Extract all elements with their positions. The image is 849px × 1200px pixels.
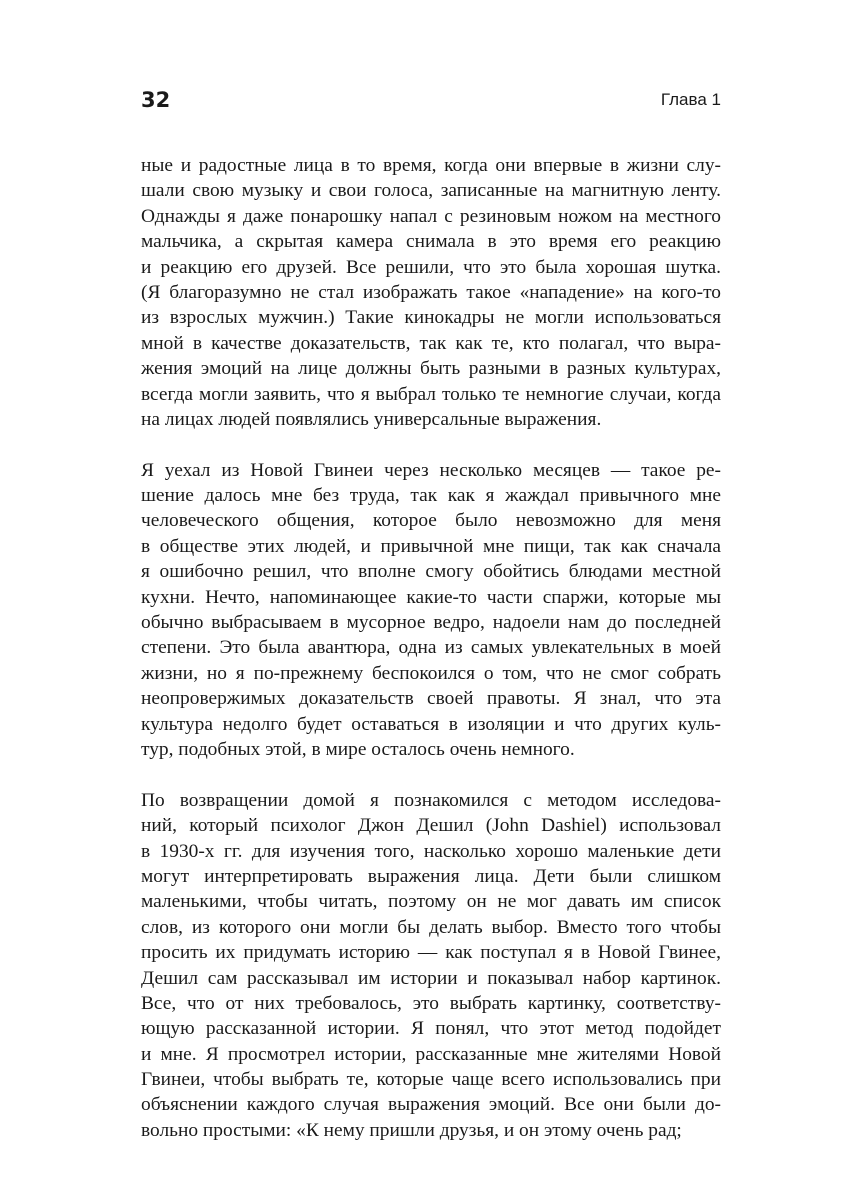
text-line: ющую рассказанной истории. Я понял, что этот метод подойдет xyxy=(141,1018,721,1040)
text-line: ные и радостные лица в то время, когда они впервые в жизни слу- xyxy=(141,155,721,176)
body-text xyxy=(141,153,721,1169)
paragraph xyxy=(141,458,721,763)
text-line: и реакцию его друзей. Все решили, что это была хорошая шутка. xyxy=(141,256,721,278)
text-line: жения эмоций на лице должны быть разными в разных культурах, xyxy=(141,358,721,380)
text-line: степени. Это была авантюра, одна из самых увлекательных в моей xyxy=(141,637,721,659)
text-line: Все, что от них требовалось, это выбрать картинку, соответству- xyxy=(141,992,721,1014)
text-line: и мне. Я просмотрел истории, рассказанные мне жителями Новой xyxy=(141,1043,721,1065)
text-line: слов, из которого они могли бы делать выбор. Вместо того чтобы xyxy=(141,916,721,938)
text-line: культура недолго будет оставаться в изоляции и что других куль- xyxy=(141,713,721,735)
text-line: По возвращении домой я познакомился с методом исследова- xyxy=(141,789,721,811)
page-header xyxy=(141,80,721,120)
text-line: шали свою музыку и свои голоса, записанные на магнитную ленту. xyxy=(141,180,721,202)
text-line: мальчика, а скрытая камера снимала в это время его реакцию xyxy=(141,231,721,253)
text-line: ний, который психолог Джон Дешил (John Dashiel) использовал xyxy=(141,815,721,837)
text-line: тур, подобных этой, в мире осталось очень немного. xyxy=(141,738,575,760)
text-line: Однажды я даже понарошку напал с резиновым ножом на местного xyxy=(141,205,721,227)
paragraph xyxy=(141,153,721,432)
text-line: кухни. Нечто, напоминающее какие-то части спаржи, которые мы xyxy=(141,586,721,608)
text-line: объяснении каждого случая выражения эмоций. Все они были до- xyxy=(141,1094,721,1116)
text-line: из взрослых мужчин.) Такие кинокадры не могли использоваться xyxy=(141,307,721,329)
text-line: в 1930-х гг. для изучения того, насколько хорошо маленькие дети xyxy=(141,840,721,862)
text-line: жизни, но я по-прежнему беспокоился о том, что не смог собрать xyxy=(141,662,721,684)
page-number: 32 xyxy=(141,88,171,112)
text-line: в обществе этих людей, и привычной мне пищи, так как сначала xyxy=(141,535,721,557)
text-line: шение далось мне без труда, так как я жаждал привычного мне xyxy=(141,485,721,507)
text-line: Я уехал из Новой Гвинеи через несколько месяцев — такое ре- xyxy=(141,459,721,481)
text-line: на лицах людей появлялись универсальные выражения. xyxy=(141,408,602,430)
text-line: маленькими, чтобы читать, поэтому он не мог давать им список xyxy=(141,891,721,913)
text-line: мной в качестве доказательств, так как те, кто полагал, что выра- xyxy=(141,332,721,354)
text-line: Дешил сам рассказывал им истории и показывал набор картинок. xyxy=(141,967,721,989)
paragraph xyxy=(141,788,721,1143)
running-head-chapter: Глава 1 xyxy=(660,90,721,109)
text-line: вольно простыми: «К нему пришли друзья, и он этому очень рад; xyxy=(141,1119,682,1141)
text-line: я ошибочно решил, что вполне смогу обойтись блюдами местной xyxy=(141,561,721,583)
text-line: Гвинеи, чтобы выбрать те, которые чаще всего использовались при xyxy=(141,1069,721,1091)
text-line: всегда могли заявить, что я выбрал только те немногие случаи, когда xyxy=(141,383,721,405)
text-line: человеческого общения, которое было невозможно для меня xyxy=(141,510,721,532)
text-line: просить их придумать историю — как поступал я в Новой Гвинее, xyxy=(141,942,721,964)
text-line: могут интерпретировать выражения лица. Дети были слишком xyxy=(141,865,721,887)
text-line: неопровержимых доказательств своей правоты. Я знал, что эта xyxy=(141,688,721,710)
text-line: (Я благоразумно не стал изображать такое «нападение» на кого-то xyxy=(141,281,721,303)
text-line: обычно выбрасываем в мусорное ведро, надоели нам до последней xyxy=(141,612,721,634)
